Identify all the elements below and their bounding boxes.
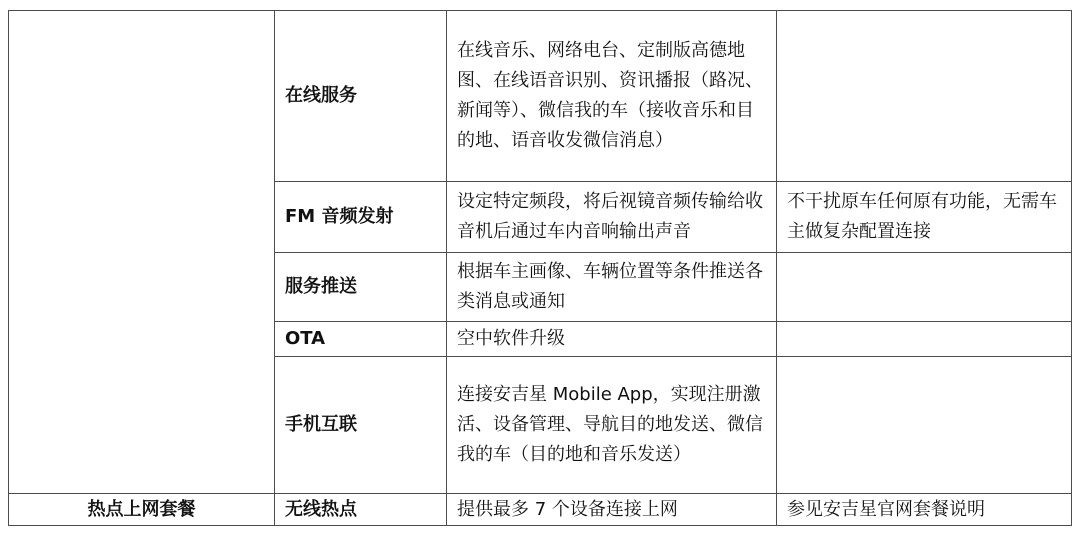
feature-cell: OTA [275,322,447,357]
description-cell: 在线音乐、网络电台、定制版高德地图、在线语音识别、资讯播报（路况、新闻等）、微信我的车（接收音乐和目的地、语音收发微信消息） [447,11,777,182]
feature-cell: 在线服务 [275,11,447,182]
feature-table [8,10,1072,526]
description-cell: 连接安吉星 Mobile App，实现注册激活、设备管理、导航目的地发送、微信我的车（目的地和音乐发送） [447,357,777,494]
description-cell: 提供最多 7 个设备连接上网 [447,494,777,526]
table-row [9,11,1072,182]
note-cell: 不干扰原车任何原有功能，无需车主做复杂配置连接 [777,182,1072,253]
feature-cell: 服务推送 [275,253,447,322]
feature-cell: FM 音频发射 [275,182,447,253]
note-cell: 参见安吉星官网套餐说明 [777,494,1072,526]
description-cell: 根据车主画像、车辆位置等条件推送各类消息或通知 [447,253,777,322]
feature-cell: 手机互联 [275,357,447,494]
category-cell: 热点上网套餐 [9,494,275,526]
table-row [9,494,1072,526]
category-cell-empty [9,11,275,494]
description-cell: 设定特定频段，将后视镜音频传输给收音机后通过车内音响输出声音 [447,182,777,253]
note-cell [777,357,1072,494]
note-cell [777,11,1072,182]
description-cell: 空中软件升级 [447,322,777,357]
feature-cell: 无线热点 [275,494,447,526]
note-cell [777,253,1072,322]
note-cell [777,322,1072,357]
